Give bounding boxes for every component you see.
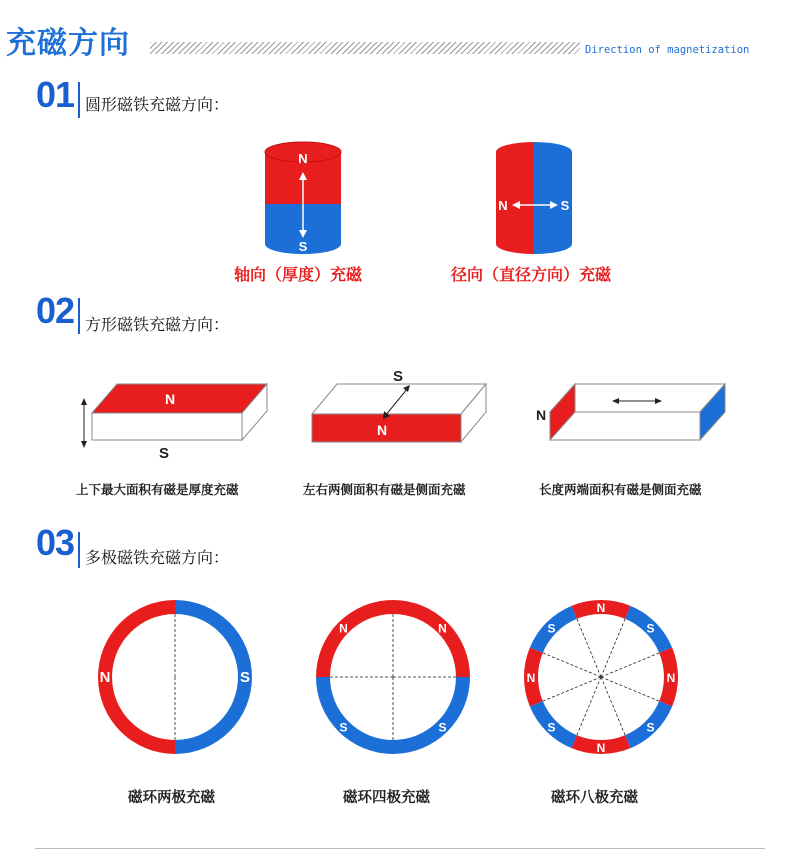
eight-pole-label: 磁环八极充磁 xyxy=(551,790,638,806)
ring-pole-label: N xyxy=(438,621,447,636)
ring-pole-segment xyxy=(316,677,393,754)
ring-pole-segment xyxy=(393,677,470,754)
ring-pole-label: S xyxy=(646,621,655,636)
ring-pole-label: N xyxy=(596,601,606,615)
pole-label-n: N xyxy=(164,391,176,407)
ring-pole-segment xyxy=(316,600,393,677)
section-divider xyxy=(78,532,80,568)
section-number-03: 03 xyxy=(36,522,75,563)
pole-label-s: S xyxy=(392,368,404,385)
section-title-02: 方形磁铁充磁方向： xyxy=(85,315,230,334)
title-hatch-divider xyxy=(150,42,580,54)
axial-cylinder-magnet xyxy=(255,138,351,260)
ring-pole-label: S xyxy=(547,720,556,735)
four-pole-label: 磁环四极充磁 xyxy=(343,790,430,806)
axial-magnetization-label: 轴向（厚度）充磁 xyxy=(234,265,363,284)
ring-eight-pole-magnet xyxy=(518,596,684,758)
radial-cylinder-magnet xyxy=(486,138,582,260)
pole-label-n: N xyxy=(498,198,508,213)
ring-pole-label: S xyxy=(547,621,556,636)
ring-pole-label: S xyxy=(239,669,251,686)
page-subtitle: Direction of magnetization xyxy=(585,44,750,56)
block-thickness-magnet xyxy=(72,378,272,463)
pole-label-s: S xyxy=(298,239,308,254)
section-title-01: 圆形磁铁充磁方向： xyxy=(85,95,230,114)
page-title: 充磁方向 xyxy=(6,26,130,61)
pole-label-s: S xyxy=(560,198,570,213)
ring-pole-label: N xyxy=(596,741,606,755)
section-number-01: 01 xyxy=(36,74,75,115)
side-magnetization-label: 左右两侧面积有磁是侧面充磁 xyxy=(303,482,466,497)
ring-pole-label: S xyxy=(339,720,348,735)
radial-magnetization-label: 径向（直径方向）充磁 xyxy=(451,265,612,284)
ring-pole-label: N xyxy=(99,669,111,686)
ring-pole-segment xyxy=(393,600,470,677)
thickness-magnetization-label: 上下最大面积有磁是厚度充磁 xyxy=(76,482,239,497)
section-number-02: 02 xyxy=(36,290,75,331)
section-divider xyxy=(78,82,80,118)
pole-label-n: N xyxy=(376,422,388,438)
ring-two-pole-magnet xyxy=(92,596,258,758)
block-side-magnet xyxy=(300,362,500,452)
block-length-magnet xyxy=(530,378,730,448)
two-pole-label: 磁环两极充磁 xyxy=(128,790,215,806)
ring-pole-label: N xyxy=(666,671,676,685)
length-magnetization-label: 长度两端面积有磁是侧面充磁 xyxy=(539,482,702,497)
footer-divider xyxy=(35,848,765,849)
section-title-03: 多极磁铁充磁方向： xyxy=(85,548,230,567)
ring-pole-label: N xyxy=(339,621,348,636)
ring-pole-label: N xyxy=(526,671,536,685)
ring-four-pole-magnet xyxy=(310,596,476,758)
section-divider xyxy=(78,298,80,334)
pole-label-n: N xyxy=(298,151,308,166)
ring-pole-label: S xyxy=(438,720,447,735)
pole-label-s: S xyxy=(158,445,170,462)
ring-pole-label: S xyxy=(646,720,655,735)
pole-label-n: N xyxy=(535,407,547,423)
